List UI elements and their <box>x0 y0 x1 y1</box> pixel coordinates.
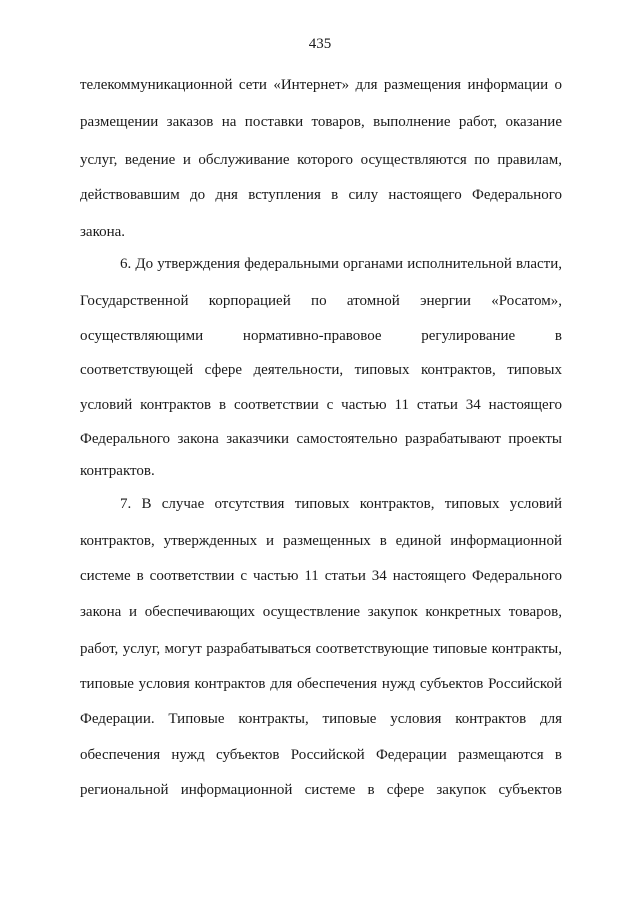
text-line: контрактов, утвержденных и размещенных в единой информационной <box>80 533 562 549</box>
text-line: действовавшим до дня вступления в силу настоящего Федерального <box>80 187 562 203</box>
text-line: контрактов. <box>80 463 155 479</box>
text-line: типовые условия контрактов для обеспечения нужд субъектов Российской <box>80 676 562 692</box>
text-line: соответствующей сфере деятельности, типовых контрактов, типовых <box>80 362 562 378</box>
text-line: размещении заказов на поставки товаров, выполнение работ, оказание <box>80 114 562 130</box>
page-number: 435 <box>308 36 332 52</box>
text-line: условий контрактов в соответствии с частью 11 статьи 34 настоящего <box>80 397 562 413</box>
text-line: 7. В случае отсутствия типовых контрактов, типовых условий <box>120 496 562 512</box>
text-line: Государственной корпорацией по атомной энергии «Росатом», <box>80 293 562 309</box>
text-line: 6. До утверждения федеральными органами исполнительной власти, <box>120 256 562 272</box>
text-line: закона и обеспечивающих осуществление закупок конкретных товаров, <box>80 604 562 620</box>
text-line: региональной информационной системе в сфере закупок субъектов <box>80 782 562 798</box>
text-line: закона. <box>80 224 126 240</box>
text-line: телекоммуникационной сети «Интернет» для размещения информации о <box>80 77 562 93</box>
text-line: осуществляющими нормативно-правовое регулирование в <box>80 328 562 344</box>
text-line: услуг, ведение и обслуживание которого осуществляются по правилам, <box>80 152 562 168</box>
text-line: Федерального закона заказчики самостоятельно разрабатывают проекты <box>80 431 562 447</box>
text-line: системе в соответствии с частью 11 статьи 34 настоящего Федерального <box>80 568 562 584</box>
text-line: обеспечения нужд субъектов Российской Федерации размещаются в <box>80 747 562 763</box>
text-line: Федерации. Типовые контракты, типовые условия контрактов для <box>80 711 562 727</box>
text-line: работ, услуг, могут разрабатываться соответствующие типовые контракты, <box>80 641 562 657</box>
